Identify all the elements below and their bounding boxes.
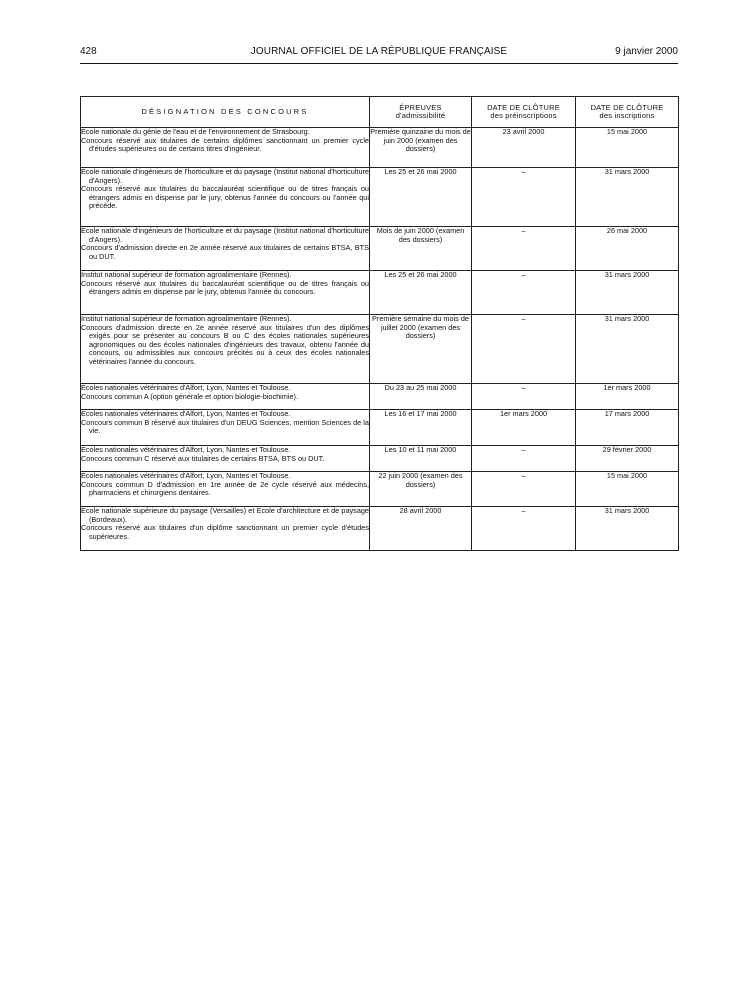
header-rule: [80, 63, 678, 64]
designation-cell: Ecole nationale supérieure du paysage (Versailles) et Ecole d'architecture et de paysage (Bordeaux). Concours réservé aux titulaires d'un diplôme sanctionnant un premier cycle d'études supérieures.: [81, 507, 370, 551]
page-header: [80, 44, 678, 60]
col-header-preinscriptions: DATE DE CLÔTURE des préinscriptions: [472, 97, 576, 128]
preinscriptions-cell: –: [472, 384, 576, 410]
inscriptions-cell: 17 mars 2000: [576, 410, 679, 446]
designation-cell: Institut national supérieur de formation agroalimentaire (Rennes). Concours réservé aux titulaires du baccalauréat scientifique ou de titres français ou étrangers admis en dispense par le jury, obtenus l'année du concours.: [81, 271, 370, 315]
table-row: [81, 384, 679, 410]
epreuves-cell: 22 juin 2000 (examen des dossiers): [370, 472, 472, 507]
preinscriptions-cell: 23 avril 2000: [472, 128, 576, 168]
epreuves-cell: Mois de juin 2000 (examen des dossiers): [370, 227, 472, 271]
designation-cell: Ecole nationale d'ingénieurs de l'horticulture et du paysage (Institut national d'horticulture d'Angers). Concours réservé aux titulaires du baccalauréat scientifique ou de titres français ou étrangers admis en dispense par le jury, obtenus l'année du concours ou l'année qui précède.: [81, 168, 370, 227]
table-header-row: [81, 97, 679, 128]
preinscriptions-cell: 1er mars 2000: [472, 410, 576, 446]
inscriptions-cell: 31 mars 2000: [576, 168, 679, 227]
designation-cell: Ecoles nationales vétérinaires d'Alfort, Lyon, Nantes et Toulouse. Concours commun D d'admission en 1re année de 2e cycle réservé aux médecins, pharmaciens et chirurgiens dentaires.: [81, 472, 370, 507]
designation-cell: Institut national supérieur de formation agroalimentaire (Rennes). Concours d'admission directe en 2e année réservé aux titulaires d'un des diplômes exigés pour se présenter au concours B ou C des écoles nationales supérieures agronomiques ou des écoles nationales d'ingénieurs des travaux, obtenu l'année du concours, ou admissibles aux concours précités ou à ceux des écoles nationales vétérinaires l'année du concours.: [81, 315, 370, 384]
designation-cell: Ecole nationale du génie de l'eau et de l'environnement de Strasbourg. Concours réservé aux titulaires de certains diplômes sanctionnant un premier cycle d'études supérieures ou de certains titres d'ingénieur.: [81, 128, 370, 168]
col-header-inscriptions: DATE DE CLÔTURE des inscriptions: [576, 97, 679, 128]
preinscriptions-cell: –: [472, 315, 576, 384]
col-header-designation: DÉSIGNATION DES CONCOURS: [81, 97, 370, 128]
concours-table: [80, 96, 679, 551]
inscriptions-cell: 15 mai 2000: [576, 472, 679, 507]
epreuves-cell: 28 avril 2000: [370, 507, 472, 551]
col-header-epreuves: ÉPREUVES d'admissibilité: [370, 97, 472, 128]
inscriptions-cell: 31 mars 2000: [576, 315, 679, 384]
table-row: [81, 472, 679, 507]
preinscriptions-cell: –: [472, 446, 576, 472]
preinscriptions-cell: –: [472, 271, 576, 315]
table-row: [81, 446, 679, 472]
epreuves-cell: Du 23 au 25 mai 2000: [370, 384, 472, 410]
inscriptions-cell: 15 mai 2000: [576, 128, 679, 168]
page-number: 428: [80, 46, 97, 57]
epreuves-cell: Première quinzaine du mois de juin 2000 (examen des dossiers): [370, 128, 472, 168]
preinscriptions-cell: –: [472, 168, 576, 227]
table-row: [81, 271, 679, 315]
table-row: [81, 507, 679, 551]
table-row: [81, 410, 679, 446]
designation-cell: Ecole nationale d'ingénieurs de l'horticulture et du paysage (Institut national d'horticulture d'Angers). Concours d'admission directe en 2e année réservé aux titulaires de certains BTSA, BTS ou DUT.: [81, 227, 370, 271]
publication-date: 9 janvier 2000: [615, 46, 678, 57]
table-row: [81, 315, 679, 384]
designation-cell: Ecoles nationales vétérinaires d'Alfort, Lyon, Nantes et Toulouse. Concours commun B réservé aux titulaires d'un DEUG Sciences, mention Sciences de la vie.: [81, 410, 370, 446]
designation-cell: Ecoles nationales vétérinaires d'Alfort, Lyon, Nantes et Toulouse. Concours commun A (option générale et option biologie-biochimie).: [81, 384, 370, 410]
journal-title: JOURNAL OFFICIEL DE LA RÉPUBLIQUE FRANÇAISE: [250, 46, 508, 57]
table-row: [81, 227, 679, 271]
inscriptions-cell: 26 mai 2000: [576, 227, 679, 271]
epreuves-cell: Les 25 et 26 mai 2000: [370, 271, 472, 315]
inscriptions-cell: 1er mars 2000: [576, 384, 679, 410]
preinscriptions-cell: –: [472, 472, 576, 507]
epreuves-cell: Les 16 et 17 mai 2000: [370, 410, 472, 446]
inscriptions-cell: 31 mars 2000: [576, 271, 679, 315]
epreuves-cell: Première semaine du mois de juillet 2000 (examen des dossiers): [370, 315, 472, 384]
preinscriptions-cell: –: [472, 507, 576, 551]
inscriptions-cell: 29 février 2000: [576, 446, 679, 472]
inscriptions-cell: 31 mars 2000: [576, 507, 679, 551]
epreuves-cell: Les 25 et 26 mai 2000: [370, 168, 472, 227]
table-row: [81, 128, 679, 168]
table-row: [81, 168, 679, 227]
designation-cell: Ecoles nationales vétérinaires d'Alfort, Lyon, Nantes et Toulouse. Concours commun C réservé aux titulaires de certains BTSA, BTS ou DUT.: [81, 446, 370, 472]
preinscriptions-cell: –: [472, 227, 576, 271]
epreuves-cell: Les 10 et 11 mai 2000: [370, 446, 472, 472]
